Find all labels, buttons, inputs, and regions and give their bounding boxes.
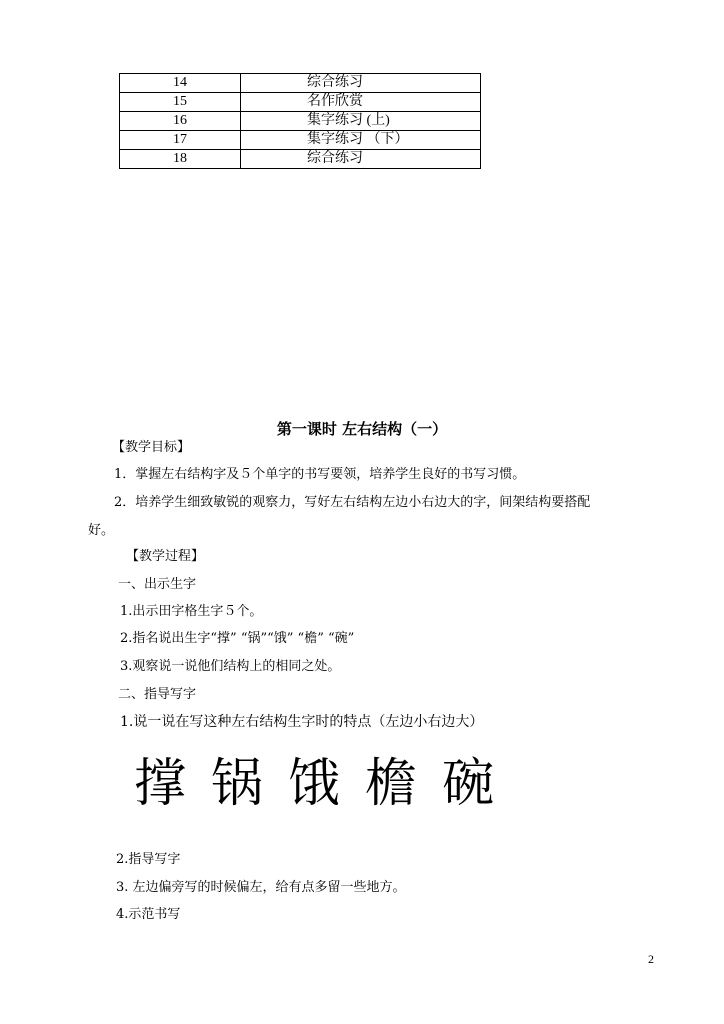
goals-heading: 【教学目标】	[112, 440, 191, 455]
goal-item: 1．掌握左右结构字及５个单字的书写要领，培养学生良好的书写习惯。	[114, 467, 526, 482]
lesson-number: 14	[120, 74, 241, 93]
lesson-number: 18	[120, 150, 241, 169]
table-row	[120, 112, 481, 131]
step-item: 2.指导写字	[116, 852, 181, 867]
table-row	[120, 93, 481, 112]
step-item: 3.观察说一说他们结构上的相同之处。	[120, 659, 341, 674]
section-heading: 二、指导写字	[118, 687, 197, 702]
lesson-topic: 综合练习	[241, 74, 481, 93]
sample-character: 撑	[134, 754, 187, 814]
goal-item: 2．培养学生细致敏锐的观察力，写好左右结构左边小右边大的字，间架结构要搭配	[114, 495, 591, 510]
lesson-number: 16	[120, 112, 241, 131]
page-number: 2	[648, 952, 654, 966]
step-item: 1.说一说在写这种左右结构生字时的特点（左边小右边大）	[120, 714, 484, 730]
sample-character: 檐	[365, 754, 418, 814]
table-row	[120, 74, 481, 93]
lesson-topic: 集字练习 （下）	[241, 131, 481, 150]
process-heading: 【教学过程】	[126, 549, 205, 564]
sample-characters	[134, 752, 519, 816]
lesson-number: 17	[120, 131, 241, 150]
sample-character: 碗	[442, 754, 495, 814]
sample-character: 饿	[288, 754, 341, 814]
lesson-title: 第一课时 左右结构（一）	[276, 420, 448, 438]
step-item: 1.出示田字格生字５个。	[120, 604, 263, 619]
table-row	[120, 150, 481, 169]
lesson-topic: 名作欣赏	[241, 93, 481, 112]
schedule-table	[119, 73, 481, 169]
lesson-topic: 综合练习	[241, 150, 481, 169]
lesson-topic: 集字练习 (上)	[241, 112, 481, 131]
section-heading: 一、出示生字	[118, 577, 197, 592]
table-row	[120, 131, 481, 150]
step-item: 2.指名说出生字“撑” “锅”“饿” “檐” “碗”	[120, 631, 355, 646]
step-item: 4.示范书写	[116, 907, 181, 922]
sample-character: 锅	[211, 754, 264, 814]
lesson-number: 15	[120, 93, 241, 112]
step-item: 3. 左边偏旁写的时候偏左，给有点多留一些地方。	[116, 880, 406, 895]
goal-item-continuation: 好。	[88, 523, 115, 538]
